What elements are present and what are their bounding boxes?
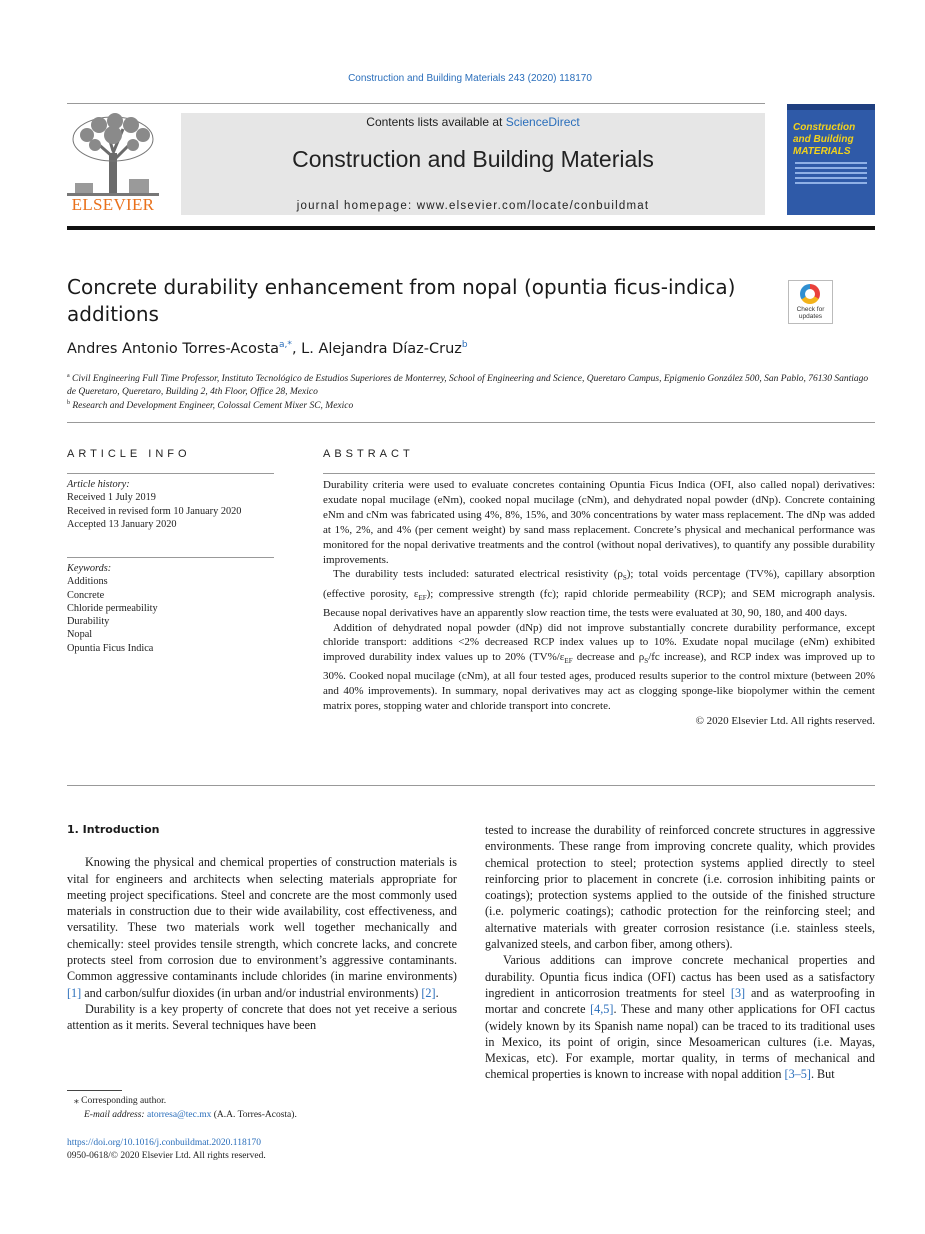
cover-title bbox=[793, 122, 855, 158]
abstract-text: ); compressive strength (fc); rapid chloride permeability (RCP); and SEM micrograph analysis. Because nopal derivatives have an apparently slow reaction time, the tests were evaluated at 30, 90, 180, and 400 days. bbox=[323, 587, 875, 619]
article-title: Concrete durability enhancement from nopal (opuntia ficus-indica) additions bbox=[67, 275, 736, 326]
cover-decoration bbox=[795, 162, 867, 187]
header-thick-rule bbox=[67, 226, 875, 230]
cover-title-line1: Construction bbox=[793, 122, 856, 133]
abstract-copyright: © 2020 Elsevier Ltd. All rights reserved. bbox=[695, 715, 875, 728]
keywords-label: Keywords: bbox=[67, 563, 112, 574]
history-item: Received in revised form 10 January 2020 bbox=[67, 505, 242, 517]
article-info-rule bbox=[67, 473, 274, 474]
body-text: . But bbox=[810, 1067, 835, 1082]
body-text: and carbon/sulfur dioxides (in urban and/or industrial environments) bbox=[81, 985, 422, 1000]
body-paragraph bbox=[485, 952, 875, 1082]
abstract-text: The durability tests included: saturated electrical resistivity (ρ bbox=[333, 568, 623, 581]
affiliation-label: b bbox=[67, 400, 70, 406]
author-affiliation-link[interactable]: a,* bbox=[279, 340, 292, 350]
affiliation-b bbox=[67, 397, 875, 413]
sciencedirect-link[interactable]: ScienceDirect bbox=[505, 115, 580, 129]
footnote bbox=[74, 1094, 454, 1122]
author-name: L. Alejandra Díaz-Cruz bbox=[301, 340, 462, 357]
elsevier-logo[interactable] bbox=[67, 113, 159, 215]
body-text: and as waterproofing in mortar and concrete bbox=[485, 985, 875, 1017]
email-suffix: (A.A. Torres-Acosta). bbox=[211, 1110, 297, 1120]
abstract-text: decrease and ρ bbox=[572, 651, 645, 664]
article-history bbox=[67, 478, 274, 531]
keyword: Concrete bbox=[67, 589, 105, 601]
keyword: Durability bbox=[67, 616, 110, 628]
journal-reference[interactable]: Construction and Building Materials 243 (2020) 118170 bbox=[348, 73, 592, 84]
journal-name: Construction and Building Materials bbox=[292, 146, 654, 172]
contents-line bbox=[181, 115, 765, 129]
footer bbox=[67, 1137, 266, 1163]
cover-strip bbox=[787, 104, 875, 110]
abstract-heading: ABSTRACT bbox=[323, 448, 414, 460]
cover-title-line2: and Building bbox=[793, 134, 854, 145]
body-right-column bbox=[485, 822, 875, 1083]
email-label: E-mail address: bbox=[84, 1110, 147, 1120]
body-text: . bbox=[435, 985, 439, 1000]
footnote-marker: ⁎ bbox=[74, 1096, 79, 1106]
citation-link[interactable]: [3] bbox=[730, 985, 746, 1000]
abstract-text: ); total voids percentage (TV%), capillary absorption (effective porosity, ε bbox=[323, 568, 875, 600]
journal-homepage[interactable]: journal homepage: www.elsevier.com/locate/conbuildmat bbox=[296, 200, 650, 212]
citation-link[interactable]: [2] bbox=[421, 985, 436, 1000]
check-for-updates-badge[interactable] bbox=[788, 280, 833, 324]
citation-link[interactable]: [1] bbox=[67, 985, 82, 1000]
abstract-paragraph bbox=[323, 621, 875, 715]
abstract-text: Addition of dehydrated nopal powder (dNp) did not improve substantially concrete durability performance, except chloride transport: additions <2% decreased RCP index values up to 10%. Exudate nopal mucilage (eNm) exhibited improved durability index values up to 20% (TV%/ε bbox=[323, 621, 875, 664]
subscript: EF bbox=[418, 593, 427, 602]
keywords bbox=[67, 562, 274, 655]
cover-title-line3: MATERIALS bbox=[793, 146, 851, 157]
keywords-rule bbox=[67, 557, 274, 558]
author-list bbox=[67, 340, 468, 357]
keyword: Opuntia Ficus Indica bbox=[67, 642, 154, 654]
author-separator: , bbox=[291, 340, 302, 357]
footnote-rule bbox=[67, 1090, 122, 1091]
body-paragraph bbox=[67, 854, 457, 1001]
history-item: Accepted 13 January 2020 bbox=[67, 518, 177, 530]
crossmark-text bbox=[789, 306, 832, 320]
article-info-heading: ARTICLE INFO bbox=[67, 448, 191, 460]
elsevier-wordmark: ELSEVIER bbox=[71, 195, 155, 214]
affiliation-text: Research and Development Engineer, Colossal Cement Mixer SC, Mexico bbox=[72, 401, 354, 412]
section-heading: 1. Introduction bbox=[67, 823, 160, 836]
affiliation-rule bbox=[67, 422, 875, 423]
citation-link[interactable]: [4,5] bbox=[590, 1002, 614, 1017]
subscript: EF bbox=[564, 657, 573, 666]
doi-link[interactable]: https://doi.org/10.1016/j.conbuildmat.2020.118170 bbox=[67, 1138, 261, 1148]
body-left-column bbox=[67, 822, 457, 1034]
crossmark-icon bbox=[800, 284, 820, 304]
issn-copyright: 0950-0618/© 2020 Elsevier Ltd. All rights reserved. bbox=[67, 1151, 266, 1161]
keyword: Additions bbox=[67, 576, 108, 588]
abstract-rule bbox=[323, 473, 875, 474]
history-item: Received 1 July 2019 bbox=[67, 492, 156, 504]
tree-icon bbox=[67, 113, 159, 197]
corresponding-author-note: Corresponding author. bbox=[81, 1096, 167, 1106]
body-paragraph: Durability is a key property of concrete that does not yet receive a serious attention as it merits. Several techniques have been bbox=[67, 1001, 457, 1033]
keyword: Chloride permeability bbox=[67, 602, 158, 614]
email-link[interactable]: atorresa@tec.mx bbox=[146, 1110, 212, 1120]
affiliation-a bbox=[67, 370, 875, 399]
abstract-paragraph bbox=[323, 567, 875, 620]
subscript: S bbox=[622, 574, 627, 583]
abstract-paragraph: Durability criteria were used to evaluate concretes containing Opuntia Ficus Indica (OFI, also called nopal) derivatives: exudate nopal mucilage (eNm), cooked nopal mucilage (cNm), and dehydrated nopal powder (dNp). Concrete containing eNm and cNm was fabricated using 4%, 8%, 15%, and 30% concentrations by water mass replacement. The dNp was added at 1%, 2%, and 4% (per cement weight) by sand mass replacement. Concrete’s physical and mechanical performance was monitored for the nopal derivative treatments and the control (without nopal derivatives), to quantify any possible durability improvements. bbox=[323, 479, 875, 566]
contents-prefix: Contents lists available at bbox=[366, 115, 506, 129]
journal-cover-image[interactable] bbox=[787, 104, 875, 215]
journal-banner bbox=[181, 113, 765, 215]
affiliation-label: a bbox=[67, 373, 70, 379]
body-text: . These and many other applications for OFI cactus (widely known by its Spanish name nopal) can be traced to its traditional uses in Mexico, its point of origin, since Mesoamerican cultures (i.e. Mayas, Mexicas, etc). For example, mortar quality, in terms of mechanical and chemical properties is known to increase with nopal addition bbox=[485, 1002, 875, 1082]
author-name: Andres Antonio Torres-Acosta bbox=[67, 340, 280, 357]
citation-link[interactable]: [3–5] bbox=[784, 1067, 811, 1082]
body-paragraph: tested to increase the durability of reinforced concrete structures in aggressive environments. These range from improving concrete quality, which provides chemical protection to steel; protection systems applied directly to steel reinforcing prior to placement in concrete (i.e. corrosion inhibiting paints or coatings); protection systems applied to the outside of the finished structure (i.e. polymeric coatings); cathodic protection for the reinforcing steel; and alternative materials with greater corrosion resistance (i.e. stainless steels, galvanized steels, and carbon fiber, among others). bbox=[485, 823, 875, 952]
history-label: Article history: bbox=[67, 479, 130, 490]
crossmark-line1: Check for bbox=[796, 306, 825, 313]
author-affiliation-link[interactable]: b bbox=[461, 340, 468, 350]
affiliation-text: Civil Engineering Full Time Professor, Instituto Tecnológico de Estudios Superiores de Monterrey, School of Engineering and Science, Queretaro Campus, Epigmenio González 500, San Pablo, 76130 Santiago de Queretaro, Queretaro, Building 2, 4th Floor, Office 28, Mexico bbox=[67, 374, 869, 398]
abstract-text: /fc increase), and RCP index was improved up to 30%. Cooked nopal mucilage (cNm), at all four tested ages, produced results superior to the control mixture (between 20% and 40% improvements). In summary, nopal derivatives may act as clogging sponge-like biopolymer within the cement matrix pores, stopping water and chloride transport into concrete. bbox=[323, 651, 875, 713]
abstract-body bbox=[323, 478, 875, 729]
abstract-bottom-rule bbox=[67, 785, 875, 786]
body-text: Various additions can improve concrete mechanical properties and durability. Opuntia ficus indica (OFI) cactus has been used as a satisfactory ingredient in anticorrosion treatments for steel bbox=[485, 953, 875, 1000]
header-top-rule bbox=[67, 103, 765, 104]
body-text: Knowing the physical and chemical properties of construction materials is vital for engineers and architects when selecting materials appropriate for meeting project specifications. Steel and concrete are the most commonly used materials in construction due to their wide availability, cost effectiveness, and versatility. These two materials work well together mechanically and chemically: steel provides tensile strength, which concrete lacks, and concrete protects steel from corrosion due to environment’s aggressive contaminants. Common aggressive contaminants include chlorides (in marine environments) bbox=[67, 855, 457, 984]
crossmark-line2: updates bbox=[798, 313, 823, 320]
keyword: Nopal bbox=[67, 629, 93, 641]
subscript: S bbox=[644, 657, 649, 666]
